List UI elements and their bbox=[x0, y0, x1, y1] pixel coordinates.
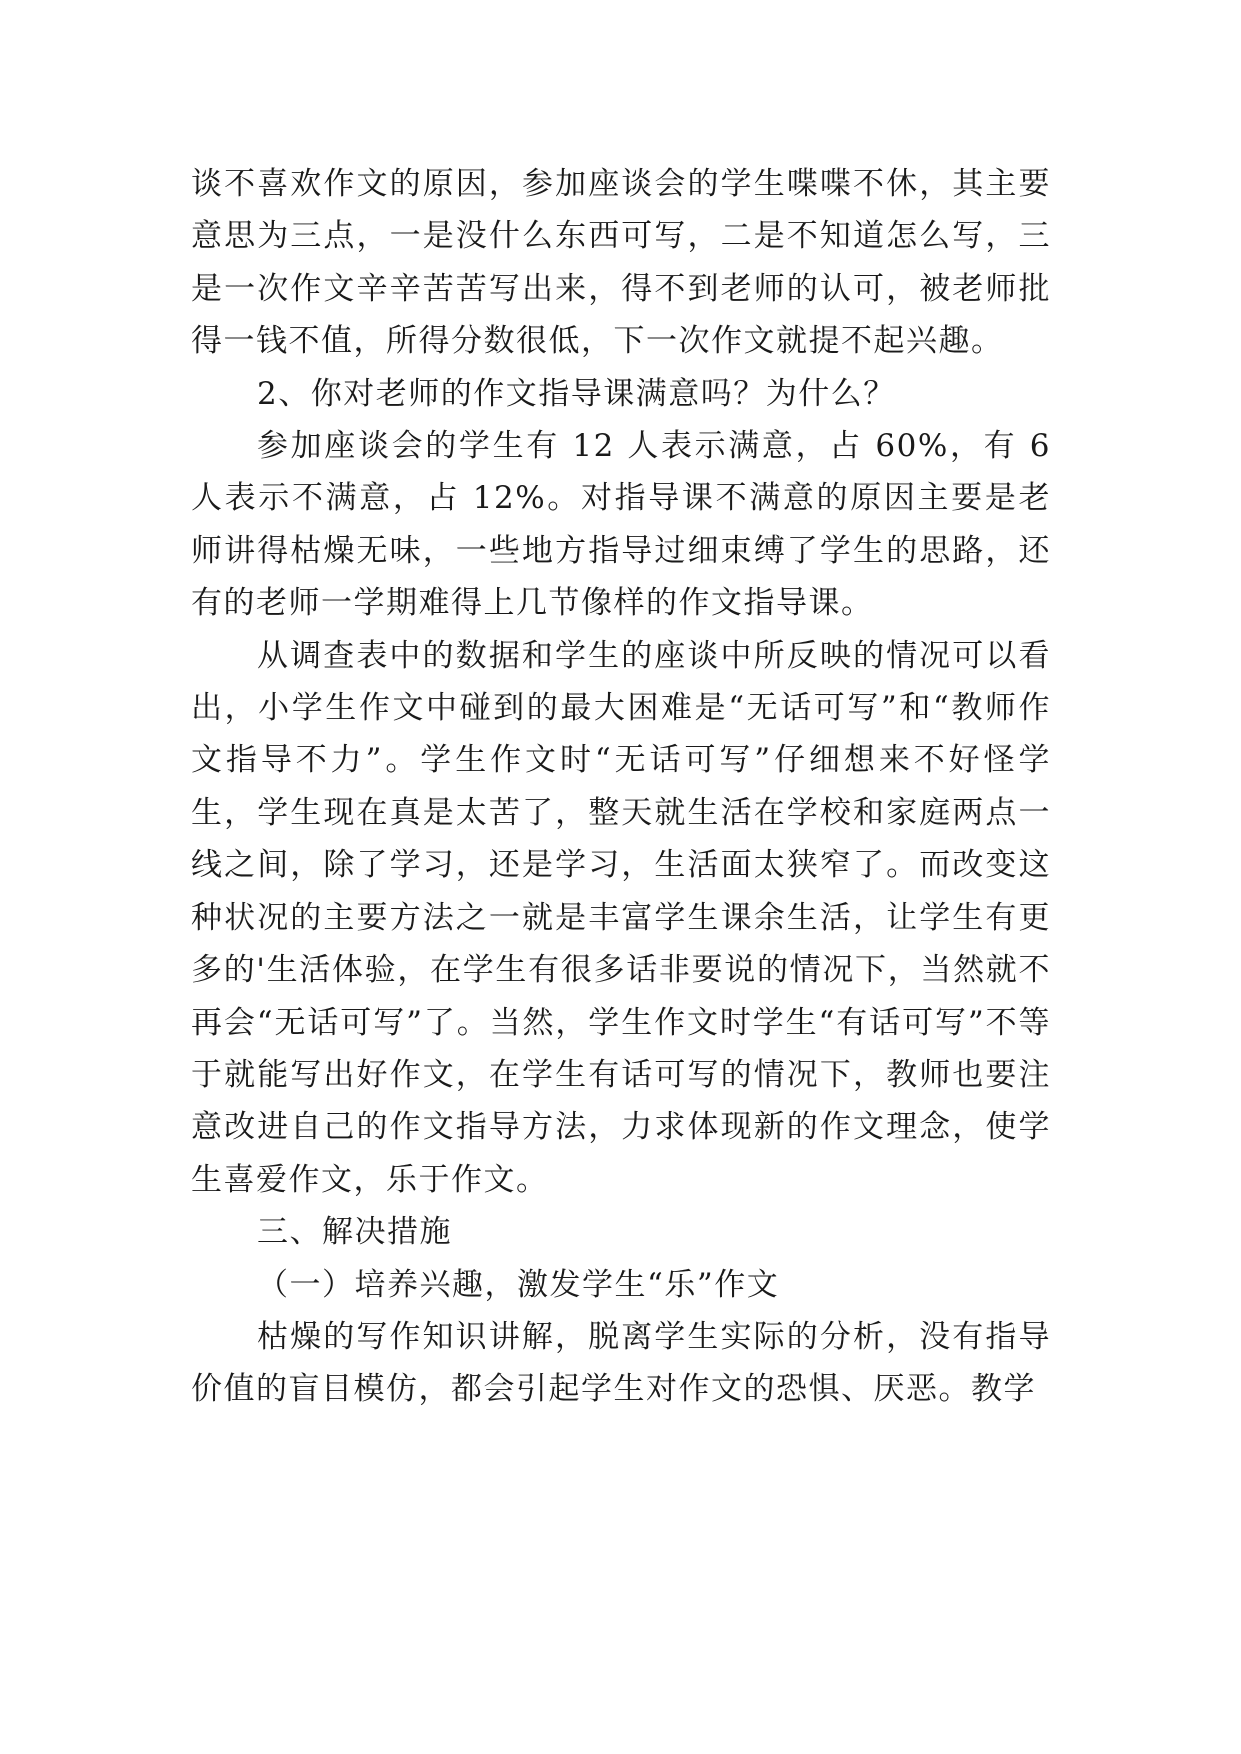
paragraph-satisfaction: 参加座谈会的学生有 12 人表示满意，占 60%，有 6 人表示不满意，占 12%。对指导课不满意的原因主要是老师讲得枯燥无味，一些地方指导过细束缚了学生的思路，还有的老师一学期难得上几节像样的作文指导课。 bbox=[191, 428, 1051, 622]
section-3-heading: 三、解决措施 bbox=[257, 1214, 452, 1251]
paragraph-reasons-continued: 谈不喜欢作文的原因，参加座谈会的学生喋喋不休，其主要意思为三点，一是没什么东西可写，二是不知道怎么写，三是一次作文辛辛苦苦写出来，得不到老师的认可，被老师批得一钱不值，所得分数很低，下一次作文就提不起兴趣。 bbox=[191, 166, 1051, 360]
document-body bbox=[191, 158, 1051, 1416]
paragraph-analysis: 从调查表中的数据和学生的座谈中所反映的情况可以看出，小学生作文中碰到的最大困难是“无话可写”和“教师作文指导不力”。学生作文时“无话可写”仔细想来不好怪学生，学生现在真是太苦了，整天就生活在学校和家庭两点一线之间，除了学习，还是学习，生活面太狭窄了。而改变这种状况的主要方法之一就是丰富学生课余生活，让学生有更多的'生活体验，在学生有很多话非要说的情况下，当然就不再会“无话可写”了。当然，学生作文时学生“有话可写”不等于就能写出好作文，在学生有话可写的情况下，教师也要注意改进自己的作文指导方法，力求体现新的作文理念，使学生喜爱作文，乐于作文。 bbox=[191, 637, 1051, 1198]
question-2-heading: 2、你对老师的作文指导课满意吗？为什么？ bbox=[257, 375, 896, 412]
paragraph-interest: 枯燥的写作知识讲解，脱离学生实际的分析，没有指导价值的盲目模仿，都会引起学生对作文的恐惧、厌恶。教学 bbox=[191, 1318, 1051, 1408]
subsection-1-heading: （一）培养兴趣，激发学生“乐”作文 bbox=[257, 1266, 780, 1303]
